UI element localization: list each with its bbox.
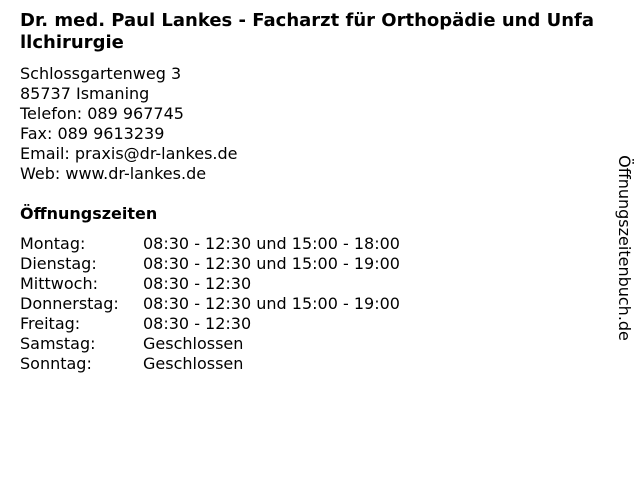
hours-time: 08:30 - 12:30: [143, 314, 252, 333]
hours-time: 08:30 - 12:30 und 15:00 - 18:00: [143, 234, 400, 253]
hours-time: 08:30 - 12:30 und 15:00 - 19:00: [143, 294, 400, 313]
hours-day: Sonntag:: [20, 354, 92, 373]
hours-day: Samstag:: [20, 334, 96, 353]
hours-time: Geschlossen: [143, 354, 244, 373]
hours-time: 08:30 - 12:30 und 15:00 - 19:00: [143, 254, 400, 273]
phone-number: Telefon: 089 967745: [20, 104, 184, 123]
hours-row-tuesday: [20, 254, 400, 274]
hours-row-saturday: [20, 334, 400, 354]
hours-day: Mittwoch:: [20, 274, 98, 293]
hours-time: 08:30 - 12:30: [143, 274, 252, 293]
page-title: Dr. med. Paul Lankes - Facharzt für Orthopädie und Unfallchirurgie: [20, 10, 595, 53]
hours-row-monday: [20, 234, 400, 254]
hours-day: Donnerstag:: [20, 294, 119, 313]
hours-time: Geschlossen: [143, 334, 244, 353]
hours-day: Freitag:: [20, 314, 81, 333]
hours-day: Montag:: [20, 234, 86, 253]
website: Web: www.dr-lankes.de: [20, 164, 207, 183]
fax-number: Fax: 089 9613239: [20, 124, 165, 143]
address-street: Schlossgartenweg 3: [20, 64, 182, 83]
hours-row-wednesday: [20, 274, 400, 294]
opening-hours-table: [20, 234, 400, 374]
side-watermark-label: Öffnungszeitenbuch.de: [615, 155, 634, 341]
email-address: Email: praxis@dr-lankes.de: [20, 144, 238, 163]
hours-heading: Öffnungszeiten: [20, 204, 158, 223]
hours-row-thursday: [20, 294, 400, 314]
hours-row-friday: [20, 314, 400, 334]
hours-row-sunday: [20, 354, 400, 374]
contact-block: [20, 64, 238, 184]
hours-day: Dienstag:: [20, 254, 97, 273]
address-city: 85737 Ismaning: [20, 84, 150, 103]
